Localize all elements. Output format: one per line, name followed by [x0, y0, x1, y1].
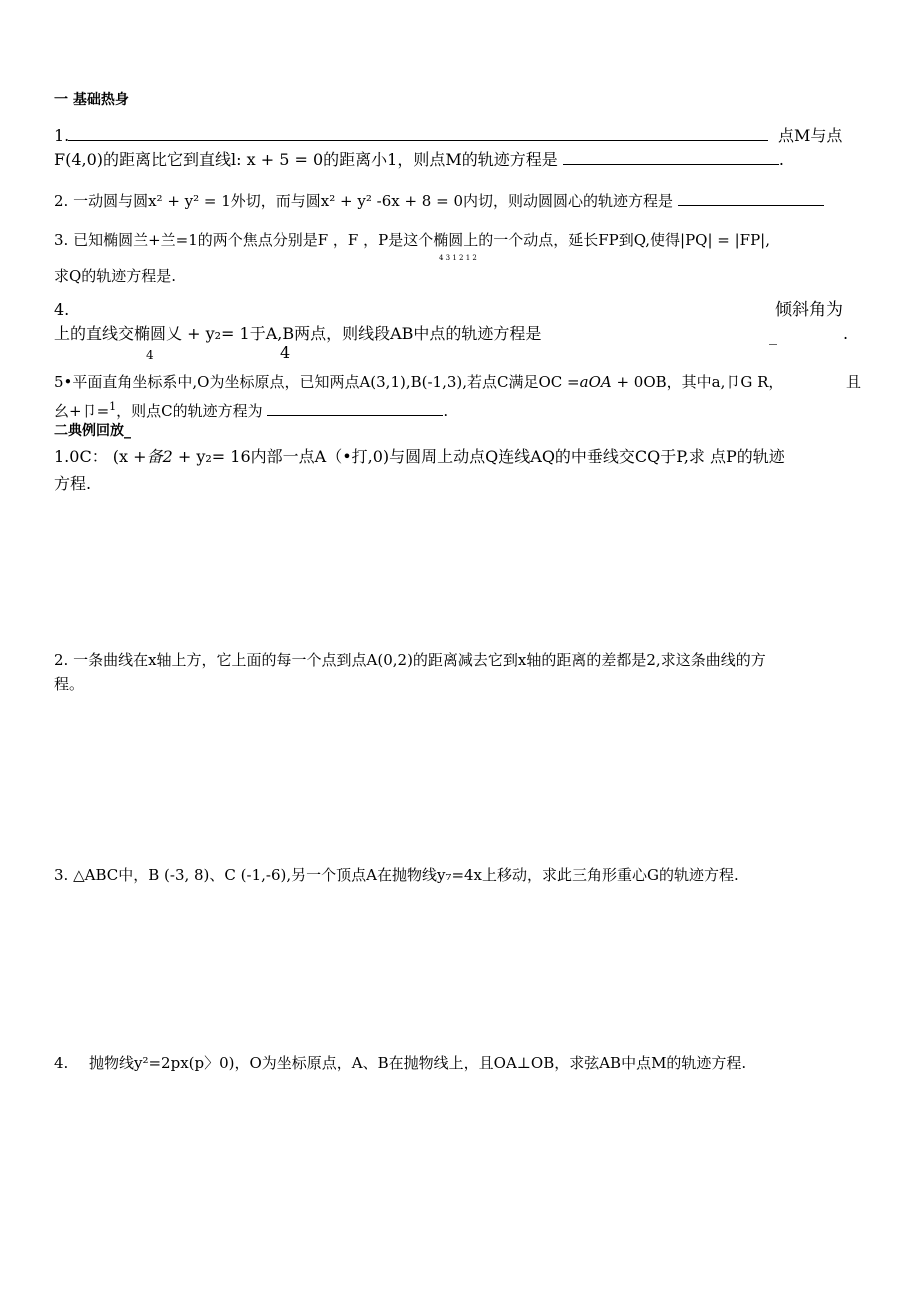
q4-number: 4. [54, 300, 70, 319]
p4-number: 4. [54, 1054, 69, 1072]
p1-line1 [54, 448, 785, 466]
q1-answer-blank [563, 152, 779, 165]
q1-line2-text: F(4,0)的距离比它到直线l: x + 5 = 0的距离小1，则点M的轨迹方程是 [54, 150, 558, 169]
p2-line2: 程。 [54, 675, 85, 693]
q1-right-text: 点M与点 [778, 126, 843, 145]
section-heading-examples: 二典例回放_ [54, 423, 131, 439]
q4-denominator-1: 4 [146, 348, 154, 362]
q4-line2: 上的直线交椭圆乂 + y₂= 1于A,B两点，则线段AB中点的轨迹方程是 [54, 324, 542, 343]
q4-dash: _ [769, 326, 777, 345]
q4-right-text: 倾斜角为 [775, 300, 843, 320]
q2-line [54, 192, 824, 210]
q1-number: 1. [54, 126, 70, 145]
p1-line1a: 1.0C： [54, 447, 108, 466]
q3-subscripts: 4 3 1 2 1 2 [439, 254, 477, 262]
q5-end: . [443, 402, 449, 420]
q1-end: . [778, 150, 784, 169]
q1-line2 [54, 151, 784, 169]
q5-line1c: + 0OB，其中a,卩G R， [611, 373, 784, 391]
q5-line1a: 5•平面直角坐标系中,O为坐标原点，已知两点A(3,1),B(-1,3),若点C满足OC = [54, 373, 580, 391]
p2-line1: 2. 一条曲线在x轴上方，它上面的每一个点到点A(0,2)的距离减去它到x轴的距离的差都是2,求这条曲线的方 [54, 651, 766, 669]
p1-line1c: +备2 [133, 447, 173, 466]
q3-line2: 求Q的轨迹方程是. [54, 267, 177, 285]
p1-line1b: (x [112, 447, 129, 466]
q2-answer-blank [678, 193, 824, 206]
q5-line1d: 且 [846, 373, 862, 391]
p1-line1d: + y₂= 16内部一点A（•打,0)与圆周上动点Q连线AQ的中垂线交CQ于P,求 点P的轨迹 [177, 447, 785, 466]
q1-blank [68, 127, 768, 145]
q5-line1 [54, 373, 783, 391]
p3-text: 3. △ABC中，B (-3, 8)、C (-1,-6),另一个顶点A在抛物线y₇=4x上移动，求此三角形重心G的轨迹方程. [54, 866, 739, 884]
p1-line2: 方程. [54, 474, 92, 493]
q5-line1b: aOA [579, 373, 612, 391]
q5-line2 [54, 398, 448, 420]
q5-line2a: 幺+卩= [54, 402, 110, 420]
section-heading-warmup: 一 基础热身 [54, 92, 129, 108]
q5-answer-blank [267, 403, 443, 416]
q4-denominator-2: 4 [280, 343, 291, 362]
p4-text: 抛物线y²=2px(p〉0)，O为坐标原点，A、B在抛物线上，且OA⊥OB，求弦AB中点M的轨迹方程. [89, 1054, 747, 1072]
q3-line1: 3. 已知椭圆兰+兰=1的两个焦点分别是F ，F ，P是这个椭圆上的一个动点，延长FP到Q,使得|PQ| = |FP|, [54, 231, 771, 249]
q5-line2-sup: 1 [109, 400, 117, 413]
q2-text: 2. 一动圆与圆x² + y² = 1外切，而与圆x² + y² -6x + 8 = 0内切，则动圆圆心的轨迹方程是 [54, 192, 673, 210]
q5-line2b: ，则点C的轨迹方程为 [116, 402, 263, 420]
q4-dot: . [843, 324, 849, 343]
